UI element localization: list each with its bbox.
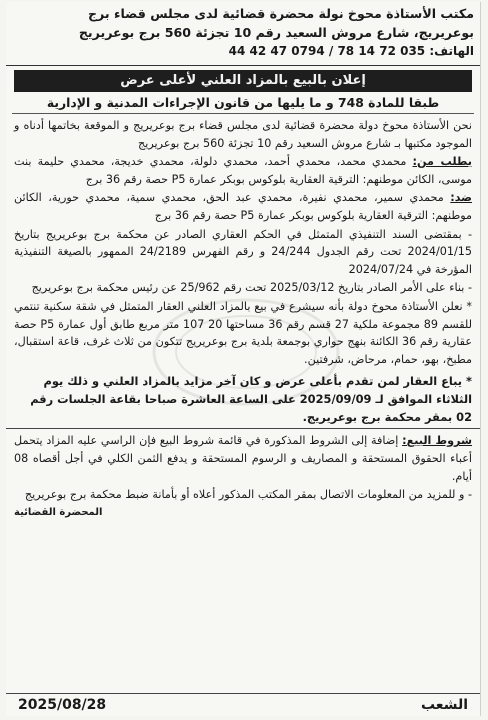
notice-title-banner: إعلان بالبيع بالمزاد العلني لأعلى عرض bbox=[14, 70, 472, 92]
office-address-line-1: مكتب الأستاذة محوخ نولة محضرة قضائية لدى مجلس قضاء برج bbox=[87, 6, 474, 21]
conditions-section bbox=[6, 429, 480, 503]
stamp-watermark bbox=[146, 292, 346, 412]
newspaper-name: الشعب bbox=[420, 697, 468, 713]
intro-paragraph: نحن الأستاذة محوخ دولة محضرة قضائية لدى مجلس قضاء برج بوعريريج و الموقعة بخاتمها أدناه و الموجود مكتبها بـ شارع مروش السعيد رقم 10 تجزئة 560 برج بوعريريج bbox=[14, 119, 472, 150]
legal-notice bbox=[6, 2, 481, 716]
bailiff-signature: المحضرة القضائية bbox=[14, 506, 103, 518]
conditions-label: شروط البيع: bbox=[402, 434, 472, 448]
property-paragraph: * نعلن الأستاذة محوخ دولة بأنه سيشرع في بيع بالمزاد العلني العقار المتمثل في شقة سكنية تنتمي للقسم 89 مجموعة ملكية 27 قسم رقم 36 مساحتها 20 107 متر مربع طابق أول عمارة P5 حصة عقارية رقم 36 الكائنة بنهج حواري بوجمعة بلدية برج بوعريريج تتكون من ثلاث غرف، قاعة استقبال، مطبخ، بهو، حمام، مرحاض، شرفتين. bbox=[14, 299, 473, 366]
office-address-line-2: بوعريريج، شارع مروش السعيد رقم 10 تجزئة 560 برج بوعريريج bbox=[78, 25, 474, 40]
claimants-paragraph bbox=[14, 153, 472, 188]
contact-paragraph: - و للمزيد من المعلومات الاتصال بمقر المكتب المذكور أعلاه أو بأمانة ضبط محكمة برج بوعريريج bbox=[24, 488, 472, 502]
conditions-paragraph bbox=[14, 432, 472, 485]
conditions-text: إضافة إلى الشروط المذكورة في قائمة شروط البيع فإن الراسي عليه المزاد يتحمل أعباء الحقوق المستحقة و المصاريف و الرسوم المستحقة و يدفع الثمن الكلي في أجل أقصاه 08 أيام. bbox=[14, 434, 472, 483]
signature-row bbox=[6, 505, 480, 520]
judgment-paragraph: - بمقتضى السند التنفيذي المتمثل في الحكم العقاري الصادر عن محكمة برج بوعريريج بتاريخ 2024/01/15 تحت رقم الجدول 24/244 و رقم الفهرس 24/2189 الممهور بالصيغة التنفيذية المؤرخة في 2024/07/24 bbox=[14, 227, 472, 276]
page-footer bbox=[6, 693, 480, 716]
order-paragraph: - بناء على الأمر الصادر بتاريخ 2025/03/12 تحت رقم 25/962 عن رئيس محكمة برج بوعريريج bbox=[31, 281, 472, 295]
defendants-paragraph bbox=[14, 189, 472, 224]
defendants-text: محمدي سمير، محمدي نفيرة، محمدي عبد الحق، محمدي سمية، محمدي حورية، الكائن موطنهم: الترقية العقارية بلوكوس بوبكر عمارة P5 حصة رقم 36 برج bbox=[14, 191, 472, 222]
claimants-text: محمدي محمد، محمدي أحمد، محمدي دلولة، محمدي خديجة، محمدي حليمة بنت موسى، الكائن موطنهم: الترقية العقارية بلوكوس بوبكر عمارة P5 حصة رقم 36 برج bbox=[14, 155, 472, 186]
publication-date: 2025/08/28 bbox=[18, 697, 107, 713]
claimants-label: بطلب من: bbox=[412, 155, 473, 169]
sale-date-paragraph: * يباع العقار لمن تقدم بأعلى عرض و كان آخر مزايد بالمزاد العلني و ذلك يوم الثلاثاء الموافق لـ 2025/09/09 على الساعة العاشرة صباحا بقاعة الجلسات رقم 02 بمقر محكمة برج بوعريريج. bbox=[6, 369, 480, 429]
office-phone: الهاتف: 035 72 14 78 / 0794 47 42 44 bbox=[228, 44, 474, 58]
defendants-label: ضد: bbox=[450, 191, 472, 205]
office-header bbox=[6, 2, 480, 66]
notice-subtitle: طبقا للمادة 748 و ما يليها من قانون الإجراءات المدنية و الإدارية bbox=[12, 92, 474, 114]
